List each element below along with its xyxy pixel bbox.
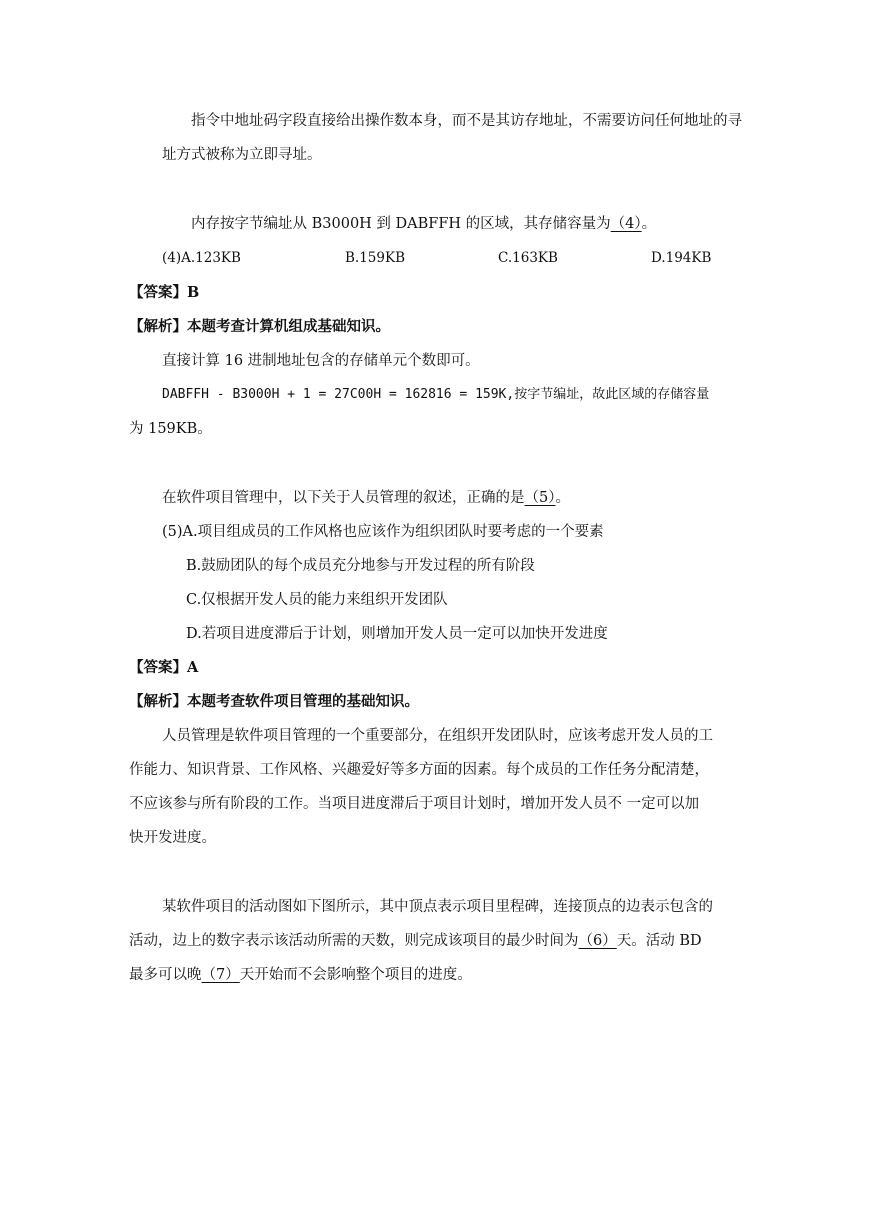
q4-stem-text: 内存按字节编址从 B3000H 到 DABFFH 的区域，其存储容量为	[191, 216, 611, 232]
q6-line-2-end: 天。活动 BD	[616, 933, 702, 949]
q4-analysis-title: 本题考查计算机组成基础知识。	[187, 318, 390, 335]
q5-analysis-line-4: 快开发进度。	[129, 830, 216, 846]
q5-analysis-line-2: 作能力、知识背景、工作风格、兴趣爱好等多方面的因素。每个成员的工作任务分配清楚，	[129, 762, 709, 778]
q6-line-3-text: 最多可以晚	[129, 967, 202, 983]
q4-analysis-heading	[129, 310, 705, 344]
q6-line-2-text: 活动，边上的数字表示该活动所需的天数，则完成该项目的最少时间为	[129, 933, 579, 949]
q4-option-c: C.163KB	[498, 250, 558, 266]
q6-line-3-end: 天开始而不会影响整个项目的进度。	[239, 967, 472, 983]
q3-line-1: 指令中地址码字段直接给出操作数本身，而不是其访存地址，不需要访问任何地址的寻	[191, 113, 742, 129]
q5-option-b: B.鼓励团队的每个成员充分地参与开发过程的所有阶段	[186, 558, 535, 574]
q5-answer	[129, 651, 705, 685]
q4-stem	[162, 207, 738, 241]
q6-line-1: 某软件项目的活动图如下图所示，其中顶点表示项目里程碑，连接顶点的边表示包含的	[162, 899, 713, 915]
q6-line-3	[129, 958, 705, 992]
q6-blank-7: （7）	[201, 967, 240, 983]
q4-option-b: B.159KB	[345, 250, 405, 266]
q6-blank-6: （6）	[578, 933, 617, 949]
q5-blank: （5）	[524, 490, 556, 506]
q4-options	[162, 241, 738, 275]
q3-line-2: 址方式被称为立即寻址。	[162, 147, 322, 163]
q4-option-a: (4)A.123KB	[162, 250, 241, 266]
q4-analysis-line-2: DABFFH - B3000H + 1 = 27C00H = 162816 = 159K,按字节编址，故此区域的存储容量	[162, 387, 710, 402]
q5-answer-label: 【答案】	[129, 659, 187, 676]
q5-answer-value: A	[187, 659, 199, 676]
q4-analysis-line-3: 为 159KB。	[129, 421, 212, 437]
q4-answer-value: B	[187, 284, 200, 301]
q5-analysis-line-3: 不应该参与所有阶段的工作。当项目进度滞后于项目计划时，增加开发人员不 一定可以加	[129, 796, 700, 812]
q5-option-d: D.若项目进度滞后于计划，则增加开发人员一定可以加快开发进度	[186, 626, 608, 642]
q4-analysis-line-1: 直接计算 16 进制地址包含的存储单元个数即可。	[162, 353, 480, 369]
q5-stem-text: 在软件项目管理中，以下关于人员管理的叙述，正确的是	[162, 490, 525, 506]
q4-analysis-label: 【解析】	[129, 318, 187, 335]
q4-answer	[129, 276, 705, 310]
q4-blank: （4）	[610, 216, 642, 232]
q4-stem-end: 。	[641, 216, 657, 232]
q5-stem-end: 。	[555, 490, 570, 506]
q5-analysis-heading	[129, 685, 705, 719]
q5-analysis-line-1: 人员管理是软件项目管理的一个重要部分，在组织开发团队时，应该考虑开发人员的工	[162, 728, 713, 744]
q5-analysis-label: 【解析】	[129, 693, 187, 710]
q5-stem	[162, 481, 738, 515]
q5-option-c: C.仅根据开发人员的能力来组织开发团队	[186, 592, 448, 608]
q5-analysis-title: 本题考查软件项目管理的基础知识。	[187, 693, 419, 710]
q4-answer-label: 【答案】	[129, 284, 187, 301]
q5-option-a: (5)A.项目组成员的工作风格也应该作为组织团队时要考虑的一个要素	[162, 524, 604, 540]
q4-option-d: D.194KB	[651, 250, 712, 266]
q6-line-2	[129, 924, 705, 958]
